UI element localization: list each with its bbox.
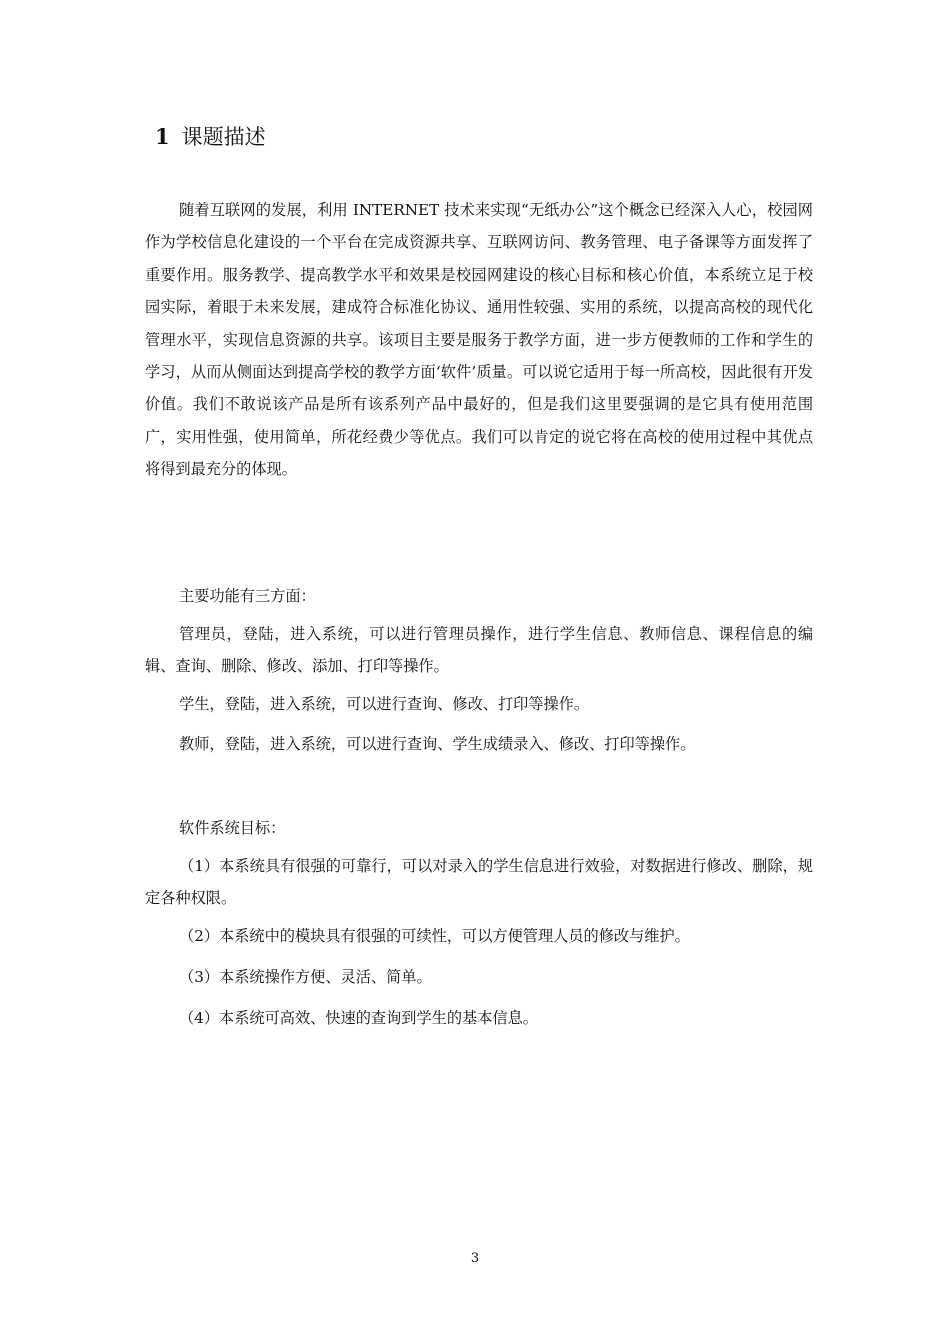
- goal-item-4: （4）本系统可高效、快速的查询到学生的基本信息。: [179, 1009, 538, 1027]
- intro-paragraph: 随着互联网的发展，利用 INTERNET 技术来实现“无纸办公”这个概念已经深入人心，校园网作为学校信息化建设的一个平台在完成资源共享、互联网访问、教务管理、电子备课等方面发挥了重要作用。服务教学、提高教学水平和效果是校园网建设的核心目标和核心价值，本系统立足于校园实际，着眼于未来发展，建成符合标准化协议、通用性较强、实用的系统，以提高高校的现代化管理水平，实现信息资源的共享。该项目主要是服务于教学方面，进一步方便教师的工作和学生的学习，从而从侧面达到提高学校的教学方面‘软件’质量。可以说它适用于每一所高校，因此很有开发价值。我们不敢说该产品是所有该系列产品中最好的，但是我们这里要强调的是它具有使用范围广，实用性强，使用简单，所花经费少等优点。我们可以肯定的说它将在高校的使用过程中其优点将得到最充分的体现。: [145, 201, 813, 479]
- goal-item-2: （2）本系统中的模块具有很强的可续性，可以方便管理人员的修改与维护。: [179, 927, 690, 945]
- section-number: 1: [155, 124, 170, 149]
- page-number: 3: [470, 1251, 480, 1266]
- goal-item-1: （1）本系统具有很强的可靠行，可以对录入的学生信息进行效验，对数据进行修改、删除，规定各种权限。: [145, 857, 813, 907]
- section-heading: [155, 122, 266, 152]
- goal-item-3: （3）本系统操作方便、灵活、简单。: [179, 968, 432, 986]
- section-title: 课题描述: [181, 125, 266, 149]
- function-student: 学生，登陆，进入系统，可以进行查询、修改、打印等操作。: [179, 695, 590, 713]
- goals-heading: 软件系统目标：: [179, 819, 286, 837]
- function-admin: 管理员，登陆，进入系统，可以进行管理员操作，进行学生信息、教师信息、课程信息的编辑、查询、删除、修改、添加、打印等操作。: [145, 625, 813, 675]
- function-teacher: 教师，登陆，进入系统，可以进行查询、学生成绩录入、修改、打印等操作。: [179, 735, 696, 753]
- functions-heading: 主要功能有三方面：: [179, 587, 316, 605]
